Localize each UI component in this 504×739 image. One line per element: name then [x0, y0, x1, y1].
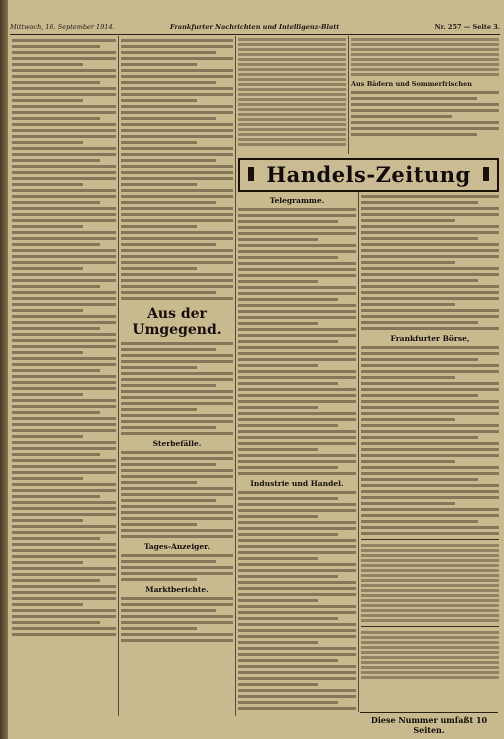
handels-zeitung-banner [238, 158, 499, 192]
section-telegramme: Telegramme. [269, 196, 325, 205]
column-4-bottom [361, 192, 499, 710]
column-3-top [238, 36, 346, 154]
section-aus-der-umgegend: Aus der Umgegend. [132, 306, 222, 338]
handels-zeitung-title: Handels-Zeitung [266, 162, 471, 187]
header-page-number: Nr. 257 — Seite 3. [434, 23, 500, 31]
column-4-top [351, 36, 499, 156]
column-1 [12, 36, 116, 716]
section-sterbefaelle: Sterbefälle. [152, 439, 202, 448]
footer-page-count: Diese Nummer umfaßt 10 Seiten. [360, 712, 498, 735]
section-frankfurter-boerse: Frankfurter Börse, [390, 334, 470, 343]
column-2 [121, 36, 233, 716]
page-header [10, 22, 500, 35]
header-title: Frankfurter Nachrichten und Intelligenz-Blatt [170, 23, 340, 31]
section-marktberichte: Marktberichte. [145, 585, 209, 594]
header-date: Mittwoch, 16. September 1914. [10, 23, 115, 31]
book-binding [0, 0, 8, 739]
section-aus-baedern: Aus Bädern und Sommerfrischen [351, 80, 472, 88]
column-3-bottom [238, 192, 356, 712]
section-industrie-und-handel: Industrie und Handel. [250, 479, 344, 488]
section-tages-anzeiger: Tages-Anzeiger. [143, 542, 211, 551]
